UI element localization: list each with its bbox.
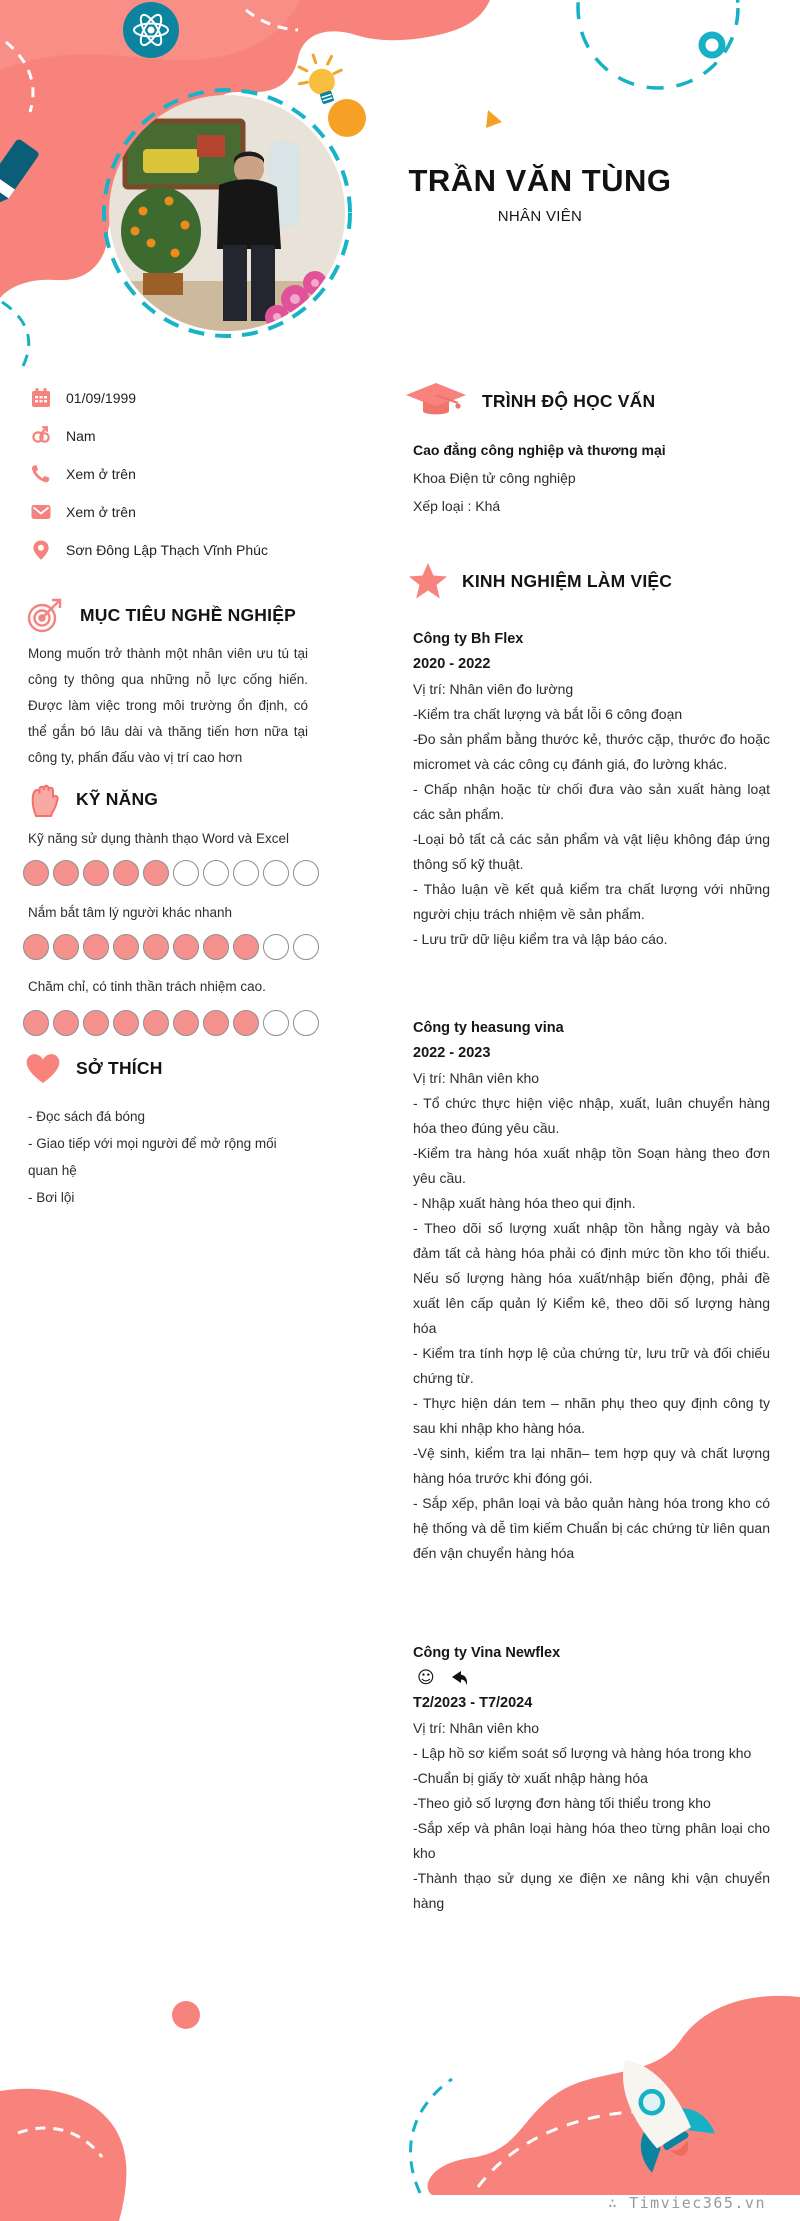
- job-period: 2020 - 2022: [413, 656, 491, 672]
- address-value: Sơn Đông Lập Thạch Vĩnh Phúc: [66, 542, 268, 558]
- teal-ring: [702, 35, 722, 55]
- contact-list: [30, 379, 320, 569]
- skill-dot: [233, 1010, 259, 1036]
- skill-dot: [143, 1010, 169, 1036]
- smiley-icon: ☺: [417, 1668, 435, 1688]
- photo-illustration: [99, 85, 355, 341]
- skill-dot: [233, 934, 259, 960]
- contact-row-phone: [30, 455, 320, 493]
- graduation-cap-icon: [404, 381, 468, 421]
- skill-dot: [203, 1010, 229, 1036]
- skill-dot: [53, 1010, 79, 1036]
- job-block: [413, 1641, 770, 1916]
- job-bullet: - Chấp nhận hoặc từ chối đưa vào sản xuất hàng loạt các sản phẩm.: [413, 781, 770, 822]
- job-bullet: -Theo giỏ số lượng đơn hàng tối thiểu trong kho: [413, 1795, 711, 1811]
- phone-value: Xem ở trên: [66, 466, 136, 482]
- job-period: 2022 - 2023: [413, 1045, 491, 1061]
- mail-icon: [30, 501, 52, 523]
- job-period: T2/2023 - T7/2024: [413, 1695, 533, 1711]
- phone-icon: [30, 463, 52, 485]
- section-header-objective: [26, 596, 296, 634]
- education-school: Cao đẳng công nghiệp và thương mại: [413, 442, 666, 458]
- coral-dot: [172, 2001, 200, 2029]
- candidate-name: TRẦN VĂN TÙNG: [408, 163, 672, 198]
- section-header-experience: [408, 562, 672, 600]
- job-company: Công ty Bh Flex: [413, 631, 524, 647]
- education-grade: Xếp loại : Khá: [413, 498, 501, 514]
- job-bullet: - Lưu trữ dữ liệu kiểm tra và lập báo cáo.: [413, 931, 668, 947]
- objective-title: MỤC TIÊU NGHỀ NGHIỆP: [80, 604, 296, 625]
- location-icon: [30, 539, 52, 561]
- gender-value: Nam: [66, 428, 96, 444]
- footer-decoration: [0, 1981, 800, 2221]
- teal-dashed-circle-top-right: [578, 0, 738, 88]
- section-header-hobbies: [24, 1051, 163, 1085]
- hobbies-list: [28, 1103, 310, 1211]
- job-bullet: -Sắp xếp và phân loại hàng hóa theo từng phân loại cho kho: [413, 1820, 770, 1861]
- contact-row-address: [30, 531, 320, 569]
- skill-dot: [203, 860, 229, 886]
- skill-dot: [233, 860, 259, 886]
- skills-title: KỸ NĂNG: [76, 788, 159, 809]
- job-position: Vị trí: Nhân viên kho: [413, 1070, 540, 1086]
- skill-dot: [23, 1010, 49, 1036]
- heart-icon: [24, 1051, 62, 1085]
- skill-dot: [293, 934, 319, 960]
- job-company: Công ty heasung vina: [413, 1020, 564, 1036]
- skill-dots: [23, 860, 319, 886]
- skill-dot: [83, 934, 109, 960]
- hobby-item: - Giao tiếp với mọi người để mở rộng mối quan hệ: [28, 1136, 277, 1178]
- skill-dot: [203, 934, 229, 960]
- job-bullet: -Kiểm tra chất lượng và bắt lỗi 6 công đoạn: [413, 706, 683, 722]
- job-bullet: - Sắp xếp, phân loại và bảo quản hàng hóa trong kho có hệ thống và dễ tìm kiếm Chuẩn bị các chứng từ liên quan đến vận chuyển hàng hóa: [413, 1495, 770, 1561]
- job-bullet: -Thành thạo sử dụng xe điện xe nâng khi vận chuyển hàng: [413, 1870, 770, 1911]
- job-block: [413, 627, 770, 952]
- contact-row-birthdate: [30, 379, 320, 417]
- contact-row-email: [30, 493, 320, 531]
- reply-arrow-icon: [449, 1670, 468, 1687]
- orange-spark: [486, 110, 502, 128]
- skill-dot: [293, 1010, 319, 1036]
- coral-blob-bottom-right: [428, 1996, 800, 2195]
- skill-dot: [173, 1010, 199, 1036]
- job-bullet: -Đo sản phẩm bằng thước kẻ, thước cặp, thước đo hoặc micromet và các công cụ đánh giá, đo lường khác.: [413, 731, 770, 772]
- section-header-skills: [26, 779, 158, 819]
- skill-dot: [23, 860, 49, 886]
- profile-photo: [99, 85, 355, 341]
- section-header-education: [404, 381, 655, 421]
- job-bullet: -Kiểm tra hàng hóa xuất nhập tồn Soạn hàng theo đơn yêu cầu.: [413, 1145, 770, 1186]
- target-icon: [26, 596, 66, 634]
- skill-dot: [83, 860, 109, 886]
- teal-dashed-arc-left: [2, 302, 29, 372]
- education-title: TRÌNH ĐỘ HỌC VẤN: [482, 390, 656, 411]
- skill-dot: [173, 860, 199, 886]
- job-position: Vị trí: Nhân viên kho: [413, 1720, 540, 1736]
- skill-dot: [53, 934, 79, 960]
- skill-dot: [83, 1010, 109, 1036]
- job-bullet: - Theo dõi số lượng xuất nhập tồn hằng ngày và bảo đảm tất cả hàng hóa phải có định mức tồn kho tối thiểu. Nếu số lượng hàng hóa xuất/nhập biến động, phải đề xuất lên cấp quản lý Kiểm kê, theo dõi số lượng hàng hóa: [413, 1220, 770, 1336]
- job-icons-row: [413, 1666, 770, 1691]
- job-bullet: - Lập hồ sơ kiểm soát số lượng và hàng hóa trong kho: [413, 1745, 752, 1761]
- skill-label: Chăm chỉ, có tinh thần trách nhiệm cao.: [28, 979, 266, 994]
- skill-dot: [173, 934, 199, 960]
- experience-title: KINH NGHIỆM LÀM VIỆC: [462, 570, 673, 591]
- job-bullet: -Vệ sinh, kiểm tra lại nhãn– tem hợp quy và chất lượng hàng hóa trước khi đóng gói.: [413, 1445, 770, 1486]
- job-company: Công ty Vina Newflex: [413, 1645, 561, 1661]
- skill-dot: [143, 860, 169, 886]
- education-faculty: Khoa Điện tử công nghiệp: [413, 470, 576, 486]
- job-position: Vị trí: Nhân viên đo lường: [413, 681, 574, 697]
- job-bullet: - Thảo luận về kết quả kiểm tra chất lượng với những người chịu trách nhiệm về sản phẩm.: [413, 881, 770, 922]
- site-watermark: ∴ Timviec365.vn: [608, 2194, 766, 2212]
- skill-dots: [23, 934, 319, 960]
- email-value: Xem ở trên: [66, 504, 136, 520]
- skill-dot: [293, 860, 319, 886]
- skill-label: Nắm bắt tâm lý người khác nhanh: [28, 905, 232, 920]
- hobbies-title: SỞ THÍCH: [76, 1057, 163, 1078]
- job-bullet: -Loại bỏ tất cả các sản phẩm và vật liệu không đáp ứng thông số kỹ thuật.: [413, 831, 770, 872]
- skill-dot: [263, 860, 289, 886]
- skill-dot: [113, 1010, 139, 1036]
- hobby-item: - Bơi lội: [28, 1190, 75, 1205]
- coral-blob-bottom-left: [0, 2089, 126, 2221]
- candidate-job-title: NHÂN VIÊN: [497, 208, 583, 225]
- hobby-item: - Đọc sách đá bóng: [28, 1109, 146, 1124]
- skill-dot: [143, 934, 169, 960]
- skill-dot: [263, 934, 289, 960]
- job-block: [413, 1016, 770, 1566]
- skill-dot: [53, 860, 79, 886]
- skill-dots: [23, 1010, 319, 1036]
- job-bullet: -Chuẩn bị giấy tờ xuất nhập hàng hóa: [413, 1770, 648, 1786]
- calendar-icon: [30, 387, 52, 409]
- skill-label: Kỹ năng sử dụng thành thạo Word và Excel: [28, 831, 289, 846]
- gender-icon: [30, 425, 52, 447]
- atom-icon: [123, 2, 179, 58]
- skill-dot: [113, 934, 139, 960]
- job-bullet: - Nhập xuất hàng hóa theo qui định.: [413, 1195, 636, 1211]
- contact-row-gender: [30, 417, 320, 455]
- skill-dot: [263, 1010, 289, 1036]
- job-bullet: - Kiểm tra tính hợp lệ của chứng từ, lưu trữ và đối chiếu chứng từ.: [413, 1345, 770, 1386]
- objective-text: Mong muốn trở thành một nhân viên ưu tú tại công ty thông qua những nỗ lực cống hiến. Được làm việc trong môi trường ổn định, có thể gắn bó lâu dài và thăng tiến hơn nữa tại công ty, phấn đấu vào vị trí cao hơn: [28, 646, 308, 765]
- skill-dot: [23, 934, 49, 960]
- job-bullet: - Thực hiện dán tem – nhãn phụ theo quy định công ty sau khi nhập kho hàng hóa.: [413, 1395, 770, 1436]
- job-bullet: - Tổ chức thực hiện việc nhập, xuất, luân chuyển hàng hóa theo đúng yêu cầu.: [413, 1095, 770, 1136]
- star-icon: [408, 562, 448, 600]
- skill-dot: [113, 860, 139, 886]
- fist-icon: [26, 779, 62, 819]
- education-block: [413, 436, 773, 520]
- birthdate-value: 01/09/1999: [66, 390, 137, 406]
